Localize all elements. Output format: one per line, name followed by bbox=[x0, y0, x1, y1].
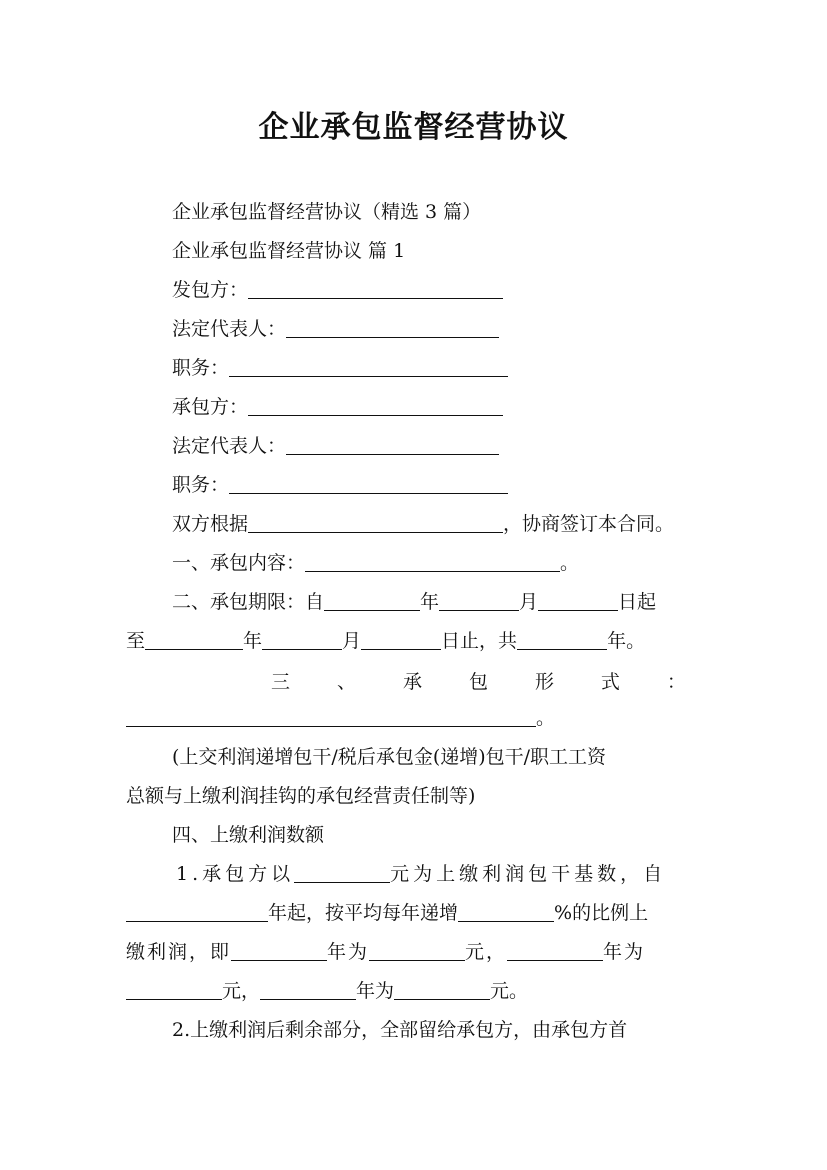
amount-c-blank bbox=[394, 979, 490, 1000]
item2-line-1 bbox=[172, 589, 656, 615]
document-title: 企业承包监督经营协议 bbox=[258, 110, 569, 145]
basis-line bbox=[172, 511, 674, 537]
legal-rep-label-1: 法定代表人： bbox=[172, 318, 287, 340]
amount-a-blank bbox=[369, 940, 465, 961]
p1-i: 元， bbox=[222, 980, 261, 1002]
p1-a: 1.承包方以 bbox=[176, 863, 295, 885]
p1-e: 缴利润，即 bbox=[126, 941, 232, 963]
p1-g: 元， bbox=[465, 941, 508, 963]
position-label-1: 职务： bbox=[172, 357, 230, 379]
p1-j: 年为 bbox=[356, 980, 395, 1002]
p1-c: 年起，按平均每年递增 bbox=[268, 902, 459, 924]
item1-prefix: 一、承包内容： bbox=[172, 552, 306, 574]
subtitle: 企业承包监督经营协议（精选 3 篇） bbox=[172, 201, 482, 223]
p1-line-2 bbox=[126, 900, 648, 926]
legal-rep-label-2: 法定代表人： bbox=[172, 435, 287, 457]
section-heading: 企业承包监督经营协议 篇 1 bbox=[172, 240, 406, 262]
legal-rep-line-2 bbox=[172, 433, 499, 459]
rate-blank bbox=[458, 901, 554, 922]
item4-heading: 四、上缴利润数额 bbox=[172, 824, 325, 846]
contractor-label: 承包方： bbox=[172, 396, 249, 418]
item3-char: 三 bbox=[271, 671, 291, 693]
p1-f: 年为 bbox=[327, 941, 370, 963]
item2-prefix: 二、承包期限：自 bbox=[172, 591, 325, 613]
position-line-1 bbox=[172, 355, 508, 381]
basis-prefix: 双方根据 bbox=[172, 513, 249, 535]
item1-line bbox=[172, 550, 579, 576]
month-blank-2 bbox=[262, 629, 342, 650]
legal-rep-blank-2 bbox=[286, 434, 499, 455]
item3-note-1: (上交利润递增包干/税后承包金(递增)包干/职工工资 bbox=[172, 746, 607, 768]
legal-rep-blank-1 bbox=[286, 317, 499, 338]
month-label-2: 月 bbox=[342, 630, 362, 652]
year-label-2: 年 bbox=[243, 630, 263, 652]
employer-blank bbox=[248, 278, 503, 299]
p1-k: 元。 bbox=[490, 980, 529, 1002]
base-amount-blank bbox=[294, 862, 390, 883]
item3-char: 承 bbox=[402, 671, 422, 693]
item3-end: 。 bbox=[536, 707, 556, 729]
year-a-blank bbox=[231, 940, 327, 961]
month-blank-1 bbox=[439, 590, 519, 611]
item3-char: 、 bbox=[336, 671, 356, 693]
item2-to: 至 bbox=[126, 630, 146, 652]
employer-label: 发包方： bbox=[172, 279, 249, 301]
item3-char: ： bbox=[666, 671, 686, 693]
p2-line: 2.上缴利润后剩余部分，全部留给承包方，由承包方首 bbox=[172, 1019, 628, 1041]
contractor-line bbox=[172, 394, 503, 420]
item1-suffix: 。 bbox=[560, 552, 580, 574]
year-b-blank bbox=[507, 940, 603, 961]
start-year-blank bbox=[126, 901, 268, 922]
p1-h: 年为 bbox=[603, 941, 646, 963]
amount-b-blank bbox=[126, 979, 222, 1000]
legal-rep-line-1 bbox=[172, 316, 499, 342]
basis-blank bbox=[248, 512, 503, 533]
position-blank-2 bbox=[229, 473, 508, 494]
day-label-1: 日起 bbox=[618, 591, 657, 613]
position-line-2 bbox=[172, 472, 508, 498]
year-label-1: 年 bbox=[420, 591, 440, 613]
year-blank-1 bbox=[324, 590, 420, 611]
total-years-label: 年。 bbox=[607, 630, 646, 652]
p1-line-1 bbox=[176, 861, 666, 887]
item2-line-2 bbox=[126, 628, 645, 654]
month-label-1: 月 bbox=[519, 591, 539, 613]
total-years-blank bbox=[517, 629, 607, 650]
basis-suffix: ，协商签订本合同。 bbox=[503, 513, 675, 535]
employer-line bbox=[172, 277, 503, 303]
day-blank-2 bbox=[361, 629, 441, 650]
year-blank-2 bbox=[145, 629, 243, 650]
item3-char: 包 bbox=[468, 671, 488, 693]
position-label-2: 职务： bbox=[172, 474, 230, 496]
contractor-blank bbox=[248, 395, 503, 416]
day-label-2: 日止，共 bbox=[441, 630, 518, 652]
item3-blank bbox=[126, 706, 536, 727]
item3-note-2: 总额与上缴利润挂钩的承包经营责任制等) bbox=[126, 785, 476, 807]
p1-b: 元为上缴利润包干基数，自 bbox=[390, 863, 667, 885]
p1-line-4 bbox=[126, 978, 528, 1004]
position-blank-1 bbox=[229, 356, 508, 377]
p1-d: %的比例上 bbox=[554, 902, 649, 924]
year-c-blank bbox=[260, 979, 356, 1000]
item3-char: 形 bbox=[534, 671, 554, 693]
p1-line-3 bbox=[126, 939, 645, 965]
day-blank-1 bbox=[538, 590, 618, 611]
item3-char: 式 bbox=[600, 671, 620, 693]
item3-blank-line bbox=[126, 705, 555, 731]
item3-heading bbox=[126, 667, 686, 694]
item1-blank bbox=[305, 551, 560, 572]
